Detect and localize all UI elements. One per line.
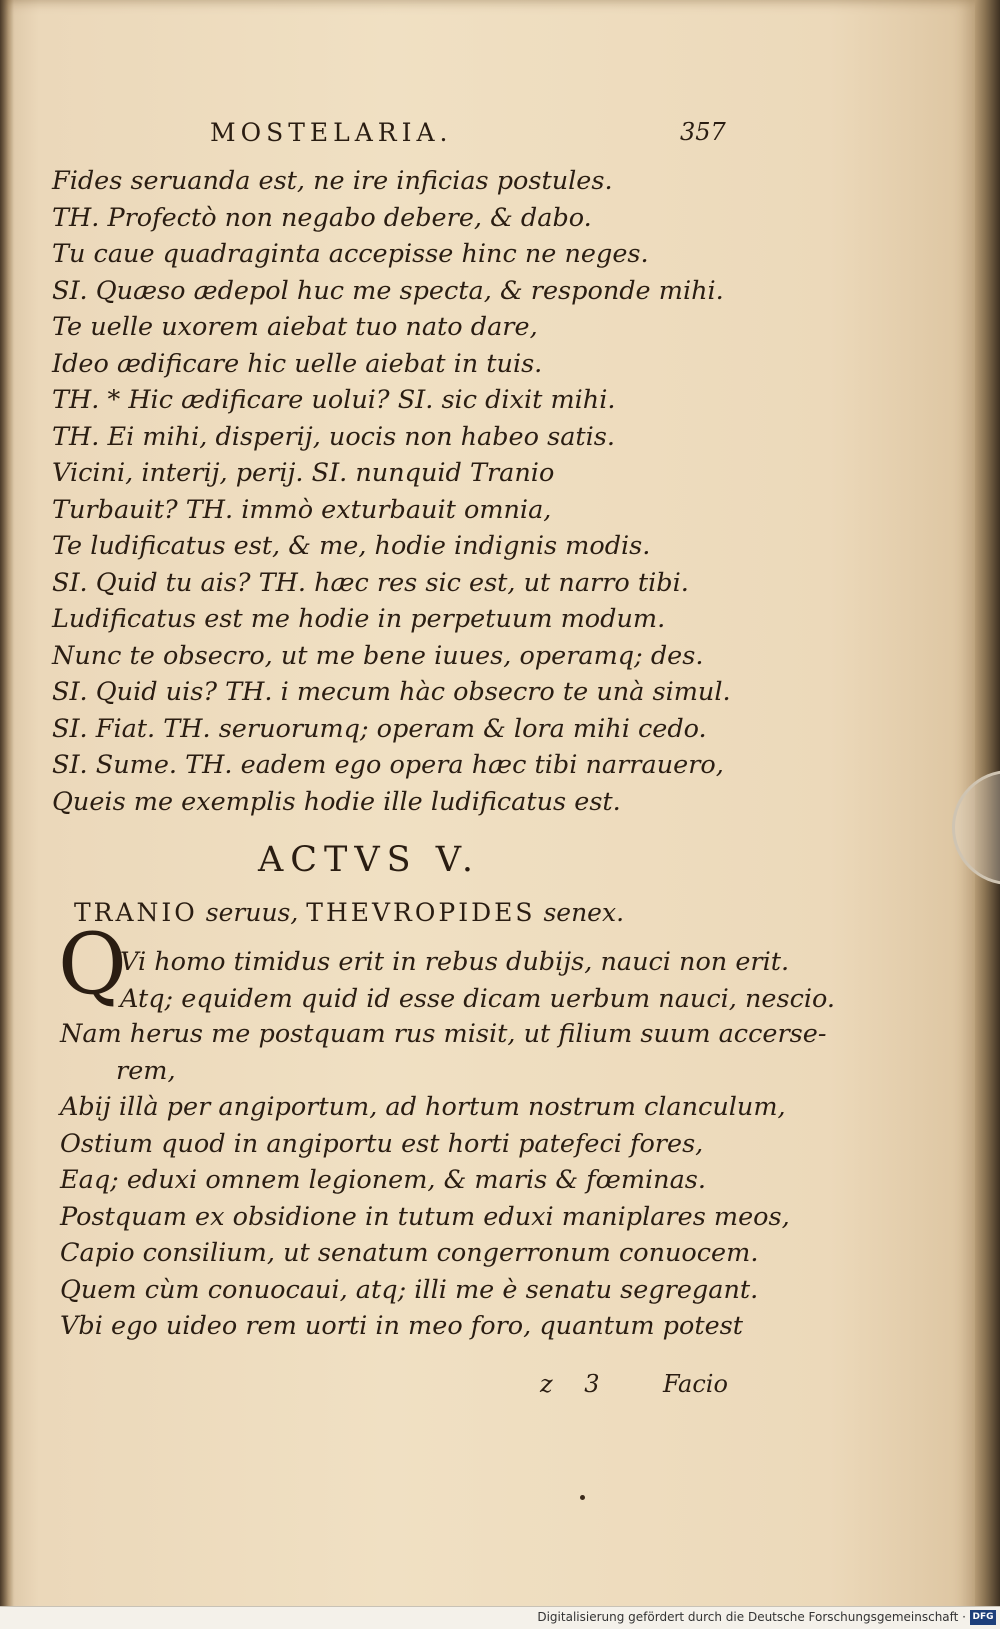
character-name: THEVROPIDES — [306, 898, 536, 927]
verse-line: TH. * Hic ædificare uolui? SI. sic dixit mihi. — [52, 385, 616, 415]
verse-line: Atq; equidem quid id esse dicam uerbum nauci, nescio. — [120, 983, 836, 1014]
verse-line: SI. Quid tu ais? TH. hæc res sic est, ut narro tibi. — [52, 567, 689, 598]
verse-line: Ideo ædificare hic uelle aiebat in tuis. — [52, 348, 543, 379]
verse-line: Vicini, interij, perij. SI. nunquid Tranio — [52, 458, 555, 488]
verse-block — [52, 163, 912, 820]
page-number: 357 — [680, 118, 726, 146]
verse-line: Tu caue quadraginta accepisse hinc ne neges. — [52, 239, 649, 269]
attribution-bar — [0, 1606, 1000, 1629]
character-role: seruus, — [205, 898, 299, 927]
verse-line: Nunc te obsecro, ut me bene iuues, operamq; des. — [52, 640, 704, 671]
verse-line: Te uelle uxorem aiebat tuo nato dare, — [52, 312, 538, 342]
verse-line: Ostium quod in angiportu est horti patefeci fores, — [60, 1128, 704, 1159]
verse-line: TH. Ei mihi, disperij, uocis non habeo satis. — [52, 421, 615, 452]
dfg-logo[interactable]: DFG — [970, 1610, 996, 1625]
verse-line: rem, — [116, 1055, 176, 1086]
character-role: senex. — [543, 898, 625, 927]
character-name: TRANIO — [74, 898, 198, 927]
verse-line: Eaq; eduxi omnem legionem, & maris & fœminas. — [60, 1165, 706, 1195]
drop-initial: Q — [58, 915, 127, 1013]
initial-lines — [120, 944, 835, 1017]
signature-mark: z 3 — [540, 1370, 612, 1398]
verse-line: Fides seruanda est, ne ire inficias postules. — [52, 166, 613, 196]
running-head: MOSTELARIA. — [210, 118, 453, 147]
verse-line: Quem cùm conuocaui, atq; illi me è senatu segregant. — [60, 1274, 759, 1305]
act-verse-block — [60, 1016, 826, 1345]
binding-shadow — [0, 0, 14, 1629]
verse-line: Nam herus me postquam rus misit, ut filium suum accerse- — [60, 1019, 827, 1049]
verse-line: SI. Quid uis? TH. i mecum hàc obsecro te unà simul. — [52, 677, 731, 707]
verse-line: SI. Quæso ædepol huc me specta, & responde mihi. — [52, 275, 724, 306]
ink-dot — [580, 1495, 585, 1500]
scene-heading — [74, 898, 624, 927]
verse-line: Vbi ego uideo rem uorti in meo foro, quantum potest — [60, 1311, 743, 1341]
verse-line: Postquam ex obsidione in tutum eduxi maniplares meos, — [60, 1201, 790, 1232]
verse-line: Ludificatus est me hodie in perpetuum modum. — [52, 604, 666, 634]
verse-line: Vi homo timidus erit in rebus dubijs, nauci non erit. — [120, 947, 790, 977]
verse-line: Abij illà per angiportum, ad hortum nostrum clanculum, — [60, 1092, 786, 1122]
verse-line: SI. Sume. TH. eadem ego opera hæc tibi narrauero, — [52, 750, 724, 780]
verse-line: Queis me exemplis hodie ille ludificatus est. — [52, 786, 621, 817]
verse-line: Te ludificatus est, & me, hodie indignis modis. — [52, 531, 651, 561]
catchword: Facio — [663, 1370, 728, 1398]
act-title: ACTVS V. — [258, 840, 481, 880]
attribution-text: Digitalisierung gefördert durch die Deutsche Forschungsgemeinschaft · — [537, 1610, 966, 1624]
verse-line: Turbauit? TH. immò exturbauit omnia, — [52, 494, 552, 525]
verse-line: TH. Profectò non negabo debere, & dabo. — [52, 202, 592, 233]
verse-line: SI. Fiat. TH. seruorumq; operam & lora mihi cedo. — [52, 713, 707, 744]
verse-line: Capio consilium, ut senatum congerronum conuocem. — [60, 1238, 759, 1268]
